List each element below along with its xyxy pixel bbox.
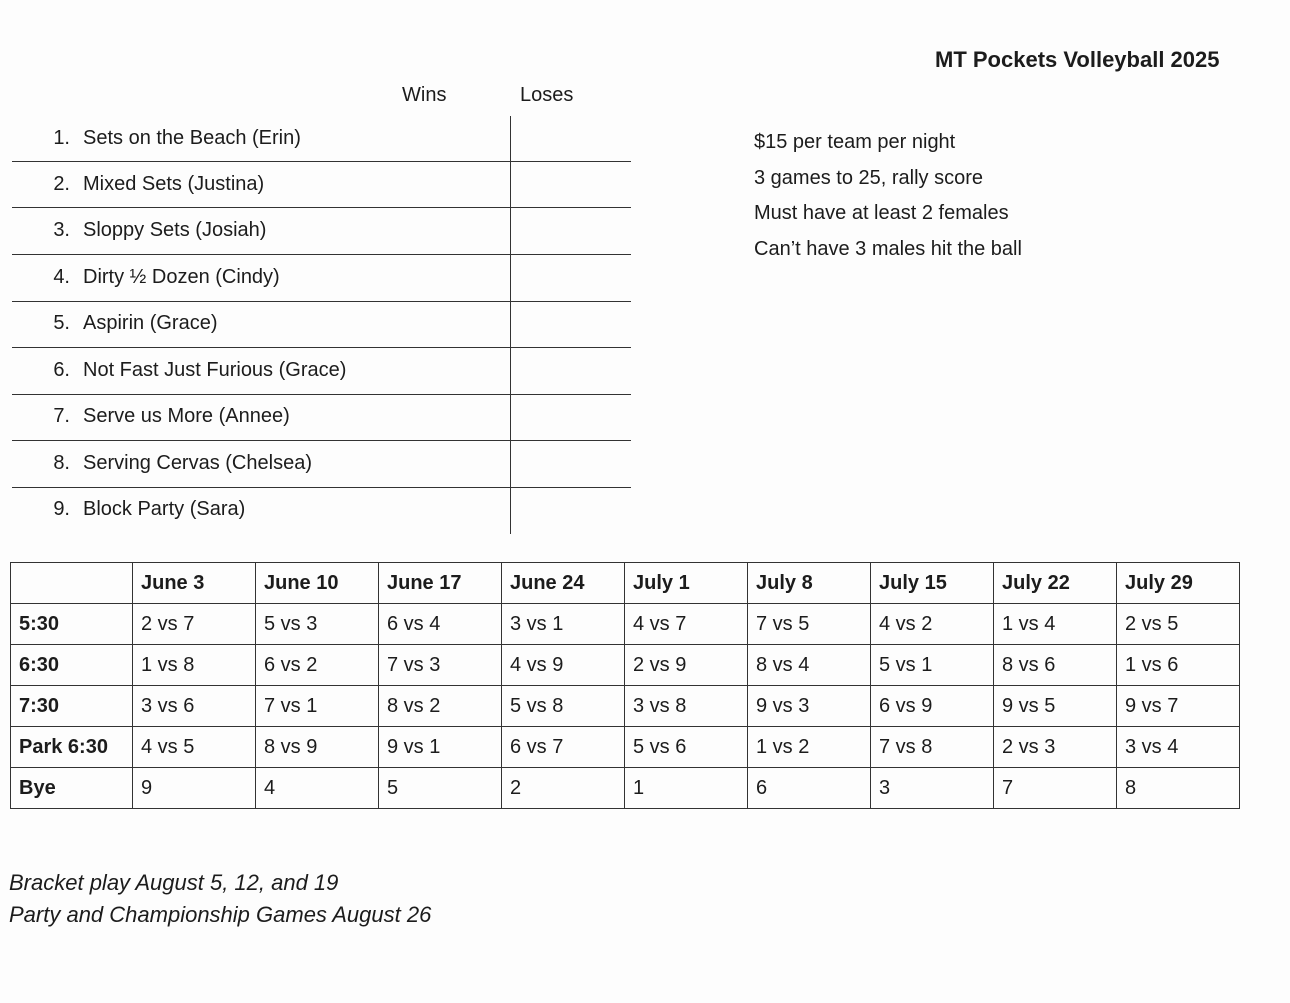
date-header: July 8	[748, 563, 871, 604]
team-name: Sets on the Beach (Erin)	[83, 127, 301, 149]
rule-item: Must have at least 2 females	[754, 202, 1009, 224]
matchup-cell: 6 vs 2	[256, 645, 379, 686]
team-name: Mixed Sets (Justina)	[83, 173, 265, 195]
date-header: July 29	[1117, 563, 1240, 604]
team-number: 4.	[53, 266, 70, 288]
schedule-row	[11, 768, 1240, 809]
wins-header: Wins	[402, 84, 447, 106]
matchup-cell: 1 vs 6	[1117, 645, 1240, 686]
matchup-cell: 5 vs 8	[502, 686, 625, 727]
matchup-cell: 7 vs 1	[256, 686, 379, 727]
matchup-cell: 8 vs 6	[994, 645, 1117, 686]
championship-note: Party and Championship Games August 26	[9, 902, 432, 927]
team-name: Block Party (Sara)	[83, 498, 246, 520]
matchup-cell: 3 vs 4	[1117, 727, 1240, 768]
time-slot: 5:30	[11, 604, 133, 645]
team-number: 2.	[53, 173, 70, 195]
team-row	[10, 301, 631, 347]
bye-cell: 8	[1117, 768, 1240, 809]
matchup-cell: 5 vs 3	[256, 604, 379, 645]
matchup-cell: 4 vs 5	[133, 727, 256, 768]
team-number: 3.	[53, 219, 70, 241]
team-number: 9.	[53, 498, 70, 520]
schedule-header-row	[11, 563, 1240, 604]
time-slot: 6:30	[11, 645, 133, 686]
rule-item: 3 games to 25, rally score	[754, 166, 983, 189]
matchup-cell: 7 vs 5	[748, 604, 871, 645]
team-number: 5.	[53, 312, 70, 334]
team-name: Sloppy Sets (Josiah)	[83, 219, 267, 241]
matchup-cell: 1 vs 2	[748, 727, 871, 768]
time-slot: Bye	[11, 768, 133, 809]
team-number: 8.	[53, 452, 70, 474]
bracket-note: Bracket play August 5, 12, and 19	[9, 870, 339, 895]
team-row	[10, 116, 631, 162]
date-header: June 10	[256, 563, 379, 604]
schedule-table	[10, 562, 1240, 809]
date-header: July 1	[625, 563, 748, 604]
team-number: 6.	[53, 359, 70, 381]
bye-cell: 3	[871, 768, 994, 809]
matchup-cell: 7 vs 8	[871, 727, 994, 768]
bye-cell: 6	[748, 768, 871, 809]
team-row	[10, 255, 631, 301]
matchup-cell: 2 vs 9	[625, 645, 748, 686]
corner-cell	[11, 563, 133, 604]
season-notes	[9, 868, 431, 932]
bye-cell: 5	[379, 768, 502, 809]
bye-cell: 2	[502, 768, 625, 809]
matchup-cell: 5 vs 6	[625, 727, 748, 768]
matchup-cell: 6 vs 9	[871, 686, 994, 727]
date-header: June 24	[502, 563, 625, 604]
team-name: Dirty ½ Dozen (Cindy)	[83, 266, 280, 288]
rule-item: Can’t have 3 males hit the ball	[754, 237, 1022, 260]
standings-table	[10, 114, 631, 532]
league-rules	[754, 128, 1022, 270]
date-header: July 22	[994, 563, 1117, 604]
matchup-cell: 4 vs 2	[871, 604, 994, 645]
schedule-row	[11, 727, 1240, 768]
bye-cell: 1	[625, 768, 748, 809]
matchup-cell: 3 vs 6	[133, 686, 256, 727]
matchup-cell: 4 vs 7	[625, 604, 748, 645]
rule-item: $15 per team per night	[754, 131, 956, 153]
team-number: 1.	[53, 127, 70, 149]
time-slot: Park 6:30	[11, 727, 133, 768]
schedule-row	[11, 604, 1240, 645]
date-header: June 17	[379, 563, 502, 604]
matchup-cell: 2 vs 5	[1117, 604, 1240, 645]
bye-cell: 9	[133, 768, 256, 809]
matchup-cell: 2 vs 7	[133, 604, 256, 645]
matchup-cell: 2 vs 3	[994, 727, 1117, 768]
date-header: June 3	[133, 563, 256, 604]
schedule-row	[11, 645, 1240, 686]
loses-header: Loses	[520, 84, 574, 106]
matchup-cell: 1 vs 8	[133, 645, 256, 686]
matchup-cell: 9 vs 1	[379, 727, 502, 768]
matchup-cell: 5 vs 1	[871, 645, 994, 686]
team-row	[10, 487, 631, 533]
bye-cell: 7	[994, 768, 1117, 809]
team-row	[10, 348, 631, 394]
matchup-cell: 9 vs 3	[748, 686, 871, 727]
bye-cell: 4	[256, 768, 379, 809]
matchup-cell: 6 vs 7	[502, 727, 625, 768]
matchup-cell: 9 vs 5	[994, 686, 1117, 727]
date-header: July 15	[871, 563, 994, 604]
matchup-cell: 8 vs 2	[379, 686, 502, 727]
team-number: 7.	[53, 405, 70, 427]
team-name: Serving Cervas (Chelsea)	[83, 452, 312, 474]
team-row	[10, 441, 631, 487]
team-row	[10, 208, 631, 254]
team-row	[10, 162, 631, 208]
matchup-cell: 8 vs 4	[748, 645, 871, 686]
page-title: MT Pockets Volleyball 2025	[935, 47, 1220, 72]
team-name: Serve us More (Annee)	[83, 405, 290, 427]
team-name: Not Fast Just Furious (Grace)	[83, 359, 347, 381]
time-slot: 7:30	[11, 686, 133, 727]
matchup-cell: 8 vs 9	[256, 727, 379, 768]
matchup-cell: 7 vs 3	[379, 645, 502, 686]
team-name: Aspirin (Grace)	[83, 312, 218, 334]
schedule-row	[11, 686, 1240, 727]
matchup-cell: 6 vs 4	[379, 604, 502, 645]
matchup-cell: 1 vs 4	[994, 604, 1117, 645]
matchup-cell: 9 vs 7	[1117, 686, 1240, 727]
matchup-cell: 3 vs 1	[502, 604, 625, 645]
matchup-cell: 3 vs 8	[625, 686, 748, 727]
team-row	[10, 394, 631, 440]
matchup-cell: 4 vs 9	[502, 645, 625, 686]
